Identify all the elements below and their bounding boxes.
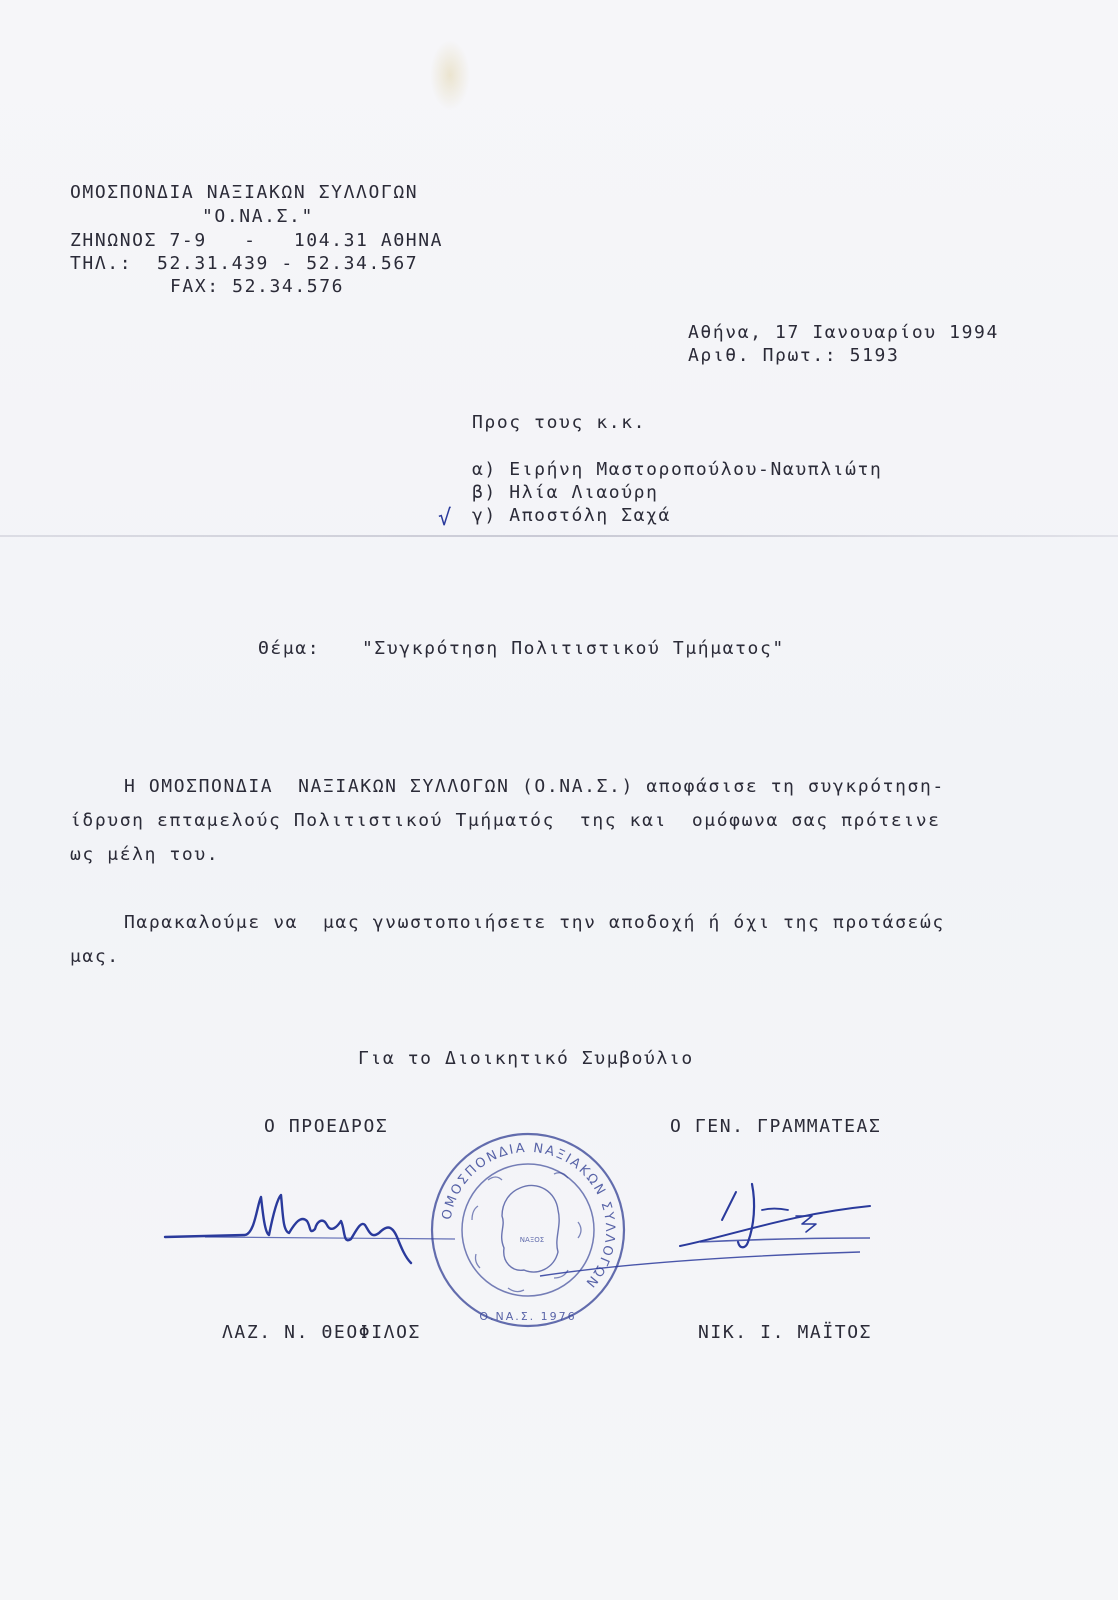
org-phone: ΤΗΛ.: 52.31.439 - 52.34.567 bbox=[70, 253, 419, 274]
paper-stain bbox=[430, 40, 470, 110]
org-address: ΖΗΝΩΝΟΣ 7-9 - 104.31 ΑΘΗΝΑ bbox=[70, 230, 444, 251]
body-paragraph-2-line-1: Παρακαλούμε να μας γνωστοποιήσετε την αποδοχή ή όχι της προτάσεώς bbox=[124, 912, 945, 933]
body-paragraph-1-line-2: ίδρυση επταμελούς Πολιτιστικού Τμήματός της και ομόφωνα σας πρότεινε bbox=[70, 810, 941, 831]
org-fax: FAX: 52.34.576 bbox=[170, 276, 345, 297]
recipient-item: α) Ειρήνη Μαστοροπούλου-Ναυπλιώτη bbox=[472, 459, 883, 480]
stamp-bottom-text: Ο.ΝΑ.Σ. 1976 bbox=[479, 1310, 577, 1323]
closing-for-board: Για το Διοικητικό Συμβούλιο bbox=[358, 1048, 694, 1069]
president-signature bbox=[165, 1185, 465, 1275]
org-abbreviation: "Ο.ΝΑ.Σ." bbox=[202, 206, 314, 227]
subject-label: Θέμα: bbox=[258, 638, 321, 659]
secretary-name: ΝΙΚ. Ι. ΜΑΪΤΟΣ bbox=[698, 1322, 873, 1343]
protocol-number: Αριθ. Πρωτ.: 5193 bbox=[688, 345, 900, 366]
subject-text: "Συγκρότηση Πολιτιστικού Τμήματος" bbox=[362, 638, 785, 659]
secretary-title: Ο ΓΕΝ. ΓΡΑΜΜΑΤΕΑΣ bbox=[670, 1116, 882, 1137]
body-paragraph-2-line-2: μας. bbox=[70, 946, 120, 967]
paper-fold-line bbox=[0, 535, 1118, 537]
org-name: ΟΜΟΣΠΟΝΔΙΑ ΝΑΞΙΑΚΩΝ ΣΥΛΛΟΓΩΝ bbox=[70, 182, 419, 203]
recipient-item: γ) Αποστόλη Σαχά bbox=[472, 505, 671, 526]
secretary-signature bbox=[540, 1180, 880, 1280]
body-paragraph-1-line-1: Η ΟΜΟΣΠΟΝΔΙΑ ΝΑΞΙΑΚΩΝ ΣΥΛΛΟΓΩΝ (Ο.ΝΑ.Σ.) αποφάσισε τη συγκρότηση- bbox=[124, 776, 945, 797]
president-name: ΛΑΖ. Ν. ΘΕΟΦΙΛΟΣ bbox=[222, 1322, 421, 1343]
president-title: Ο ΠΡΟΕΔΡΟΣ bbox=[264, 1116, 389, 1137]
body-paragraph-1-line-3: ως μέλη του. bbox=[70, 844, 220, 865]
recipients-intro: Προς τους κ.κ. bbox=[472, 412, 647, 433]
stamp-center-label: ΝΑΞΟΣ bbox=[519, 1236, 545, 1244]
check-mark: √ bbox=[438, 506, 453, 531]
stamp-ring-text: ΟΜΟΣΠΟΝΔΙΑ ΝΑΞΙΑΚΩΝ ΣΥΛΛΟΓΩΝ bbox=[439, 1140, 618, 1292]
letter-date: Αθήνα, 17 Ιανουαρίου 1994 bbox=[688, 322, 999, 343]
recipient-item: β) Ηλία Λιαούρη bbox=[472, 482, 659, 503]
